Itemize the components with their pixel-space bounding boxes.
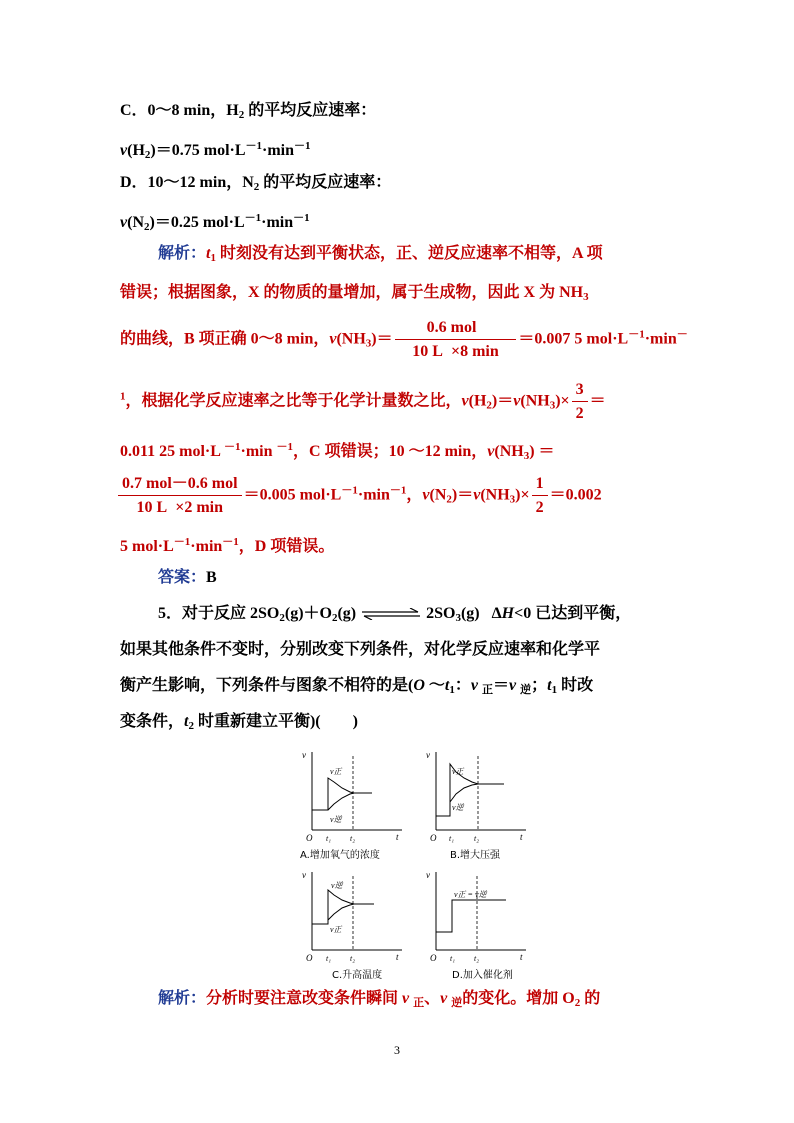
chart-c-caption: C.升高温度 [332,970,383,981]
option-d-rate: 0.25 mol·L [170,214,245,231]
origin-label: O [430,833,437,843]
x-axis-label: t [396,952,399,962]
chart-d-caption: D.加入催化剂 [452,970,513,981]
v-forward-curve [312,778,372,810]
y-axis-label: v [302,870,306,880]
t2-label: t₂ [474,954,480,963]
v-reverse-curve [328,793,354,810]
option-c: C．0～8 min，$H_2$ 的平均反应速率： [120,102,377,121]
t2-label: t₂ [474,834,480,843]
origin-label: O [306,833,313,843]
t1-label: t₁ [326,834,332,843]
analysis-line-1: 解析：$t_1$ 时刻没有达到平衡状态，正、逆反应速率不相等，A 项 [158,245,603,264]
t1-label: t₁ [326,954,332,963]
v-forward-label: v正 [330,767,342,776]
t1-label: t₁ [449,834,455,843]
t1-label: t₁ [450,954,456,963]
chart-a [300,748,408,843]
option-d-title: D．10～12 min，N [120,174,254,191]
v-forward-label: v正 [330,925,342,934]
analysis-line-7: 5 $mol\cdot L^{-1}\cdot\min^{-1}$，D 项错误。 [120,536,335,555]
analysis-line-2: 错误；根据图象，X 的物质的量增加，属于生成物，因此 X 为 $NH_3$ [120,284,589,303]
t2-label: t₂ [350,954,356,963]
chart-d [424,868,532,963]
v-reverse-label: v逆 [330,815,342,824]
chart-b-caption: B.增大压强 [450,850,501,861]
option-d: D．10～12 min，$N_2$ 的平均反应速率： [120,174,392,193]
v-reverse-label: v逆 [331,881,343,890]
v-forward-curve [328,904,354,920]
y-axis-label: v [302,750,306,760]
question-5-line-2: 如果其他条件不变时，分别改变下列条件，对化学反应速率和化学平 [120,641,601,658]
origin-label: O [306,953,313,963]
option-c-rate: 0.75 mol·L [171,142,246,159]
analysis-line-3: 的曲线，B 项正确 0～8 min，$v(NH_3)=$ $\frac{\text{0.6 mol}}{10 L \times 8 \min}$ ＝0.007 5 $mol\cdot L^{-1}\cdot\min^-$ [120,319,688,360]
chart-a-caption: A.增加氧气的浓度 [300,850,380,861]
page-number: 3 [394,1043,400,1057]
answer: 答案：B [158,569,217,586]
v-reverse-curve [312,890,374,924]
question-5-line-3: 衡产生影响，下列条件与图象不相符的是(O $\sim t_1$：v $_正$＝v $_逆$；$t_1$ 时改 [120,677,594,696]
analysis-line-6: $\frac{\text{0.7 mol－0.6 mol}}{10 L \times 2 \min}$ ＝0.005 $mol\cdot L^{-1}\cdot\min^{-1}$，$v(N_2)=v(NH_3)\times$ $\frac{1}{2}$ ＝0.002 [120,474,676,518]
t2-label: t₂ [350,834,356,843]
option-c-formula: $v(H_2)=0.75$ $mol\cdot L^{-1}\cdot\min^{-1}$ [120,140,311,161]
analysis-line-4: $^1$，根据化学反应速率之比等于化学计量数之比，$v(H_2)=v(NH_3)\times$ $\frac{3}{2}$ ＝ [120,381,606,422]
v-reverse-curve [450,784,478,802]
y-axis-label: v [426,750,430,760]
question-number: 5 [158,605,166,622]
question-5-line-4: 变条件，$t_2$ 时重新建立平衡)( ) [120,713,358,732]
chart-b [424,748,532,843]
origin-label: O [430,953,437,963]
v-equal-label: v正 = v逆 [454,890,487,899]
option-d-formula: $v(N_2)=0.25$ $mol\cdot L^{-1}\cdot\min^{-1}$ [120,212,310,233]
x-axis-label: t [396,832,399,842]
answer-value: B [206,569,217,586]
answer-label: 答案 [158,569,191,586]
v-reverse-label: v逆 [452,803,464,812]
question-5-line-1: 5．对于反应 $2SO_2(g)+O_2(g)$ $2SO_3(g)$ ΔH<0 已达到平衡， [158,605,632,624]
v-forward-curve [436,764,504,816]
analysis-line-5: 0.011 25 mol·L $^{-1}$·min $^{-1}$，C 项错误；10 ～12 min，$v(NH_3)$ ＝ [120,441,555,462]
x-axis-label: t [520,952,523,962]
v-forward-label: v正 [452,767,464,776]
analysis-line-8: 解析：分析时要注意改变条件瞬间 v $_正$、v $_逆$的变化。增加 $O_2$ 的 [158,990,601,1009]
v-equal-line [436,900,506,932]
y-axis-label: v [426,870,430,880]
reversible-arrow-icon [360,608,422,620]
x-axis-label: t [520,832,523,842]
option-c-title: C．0～8 min，H [120,102,239,119]
analysis-label: 解析 [158,245,191,262]
chart-c [300,868,408,963]
